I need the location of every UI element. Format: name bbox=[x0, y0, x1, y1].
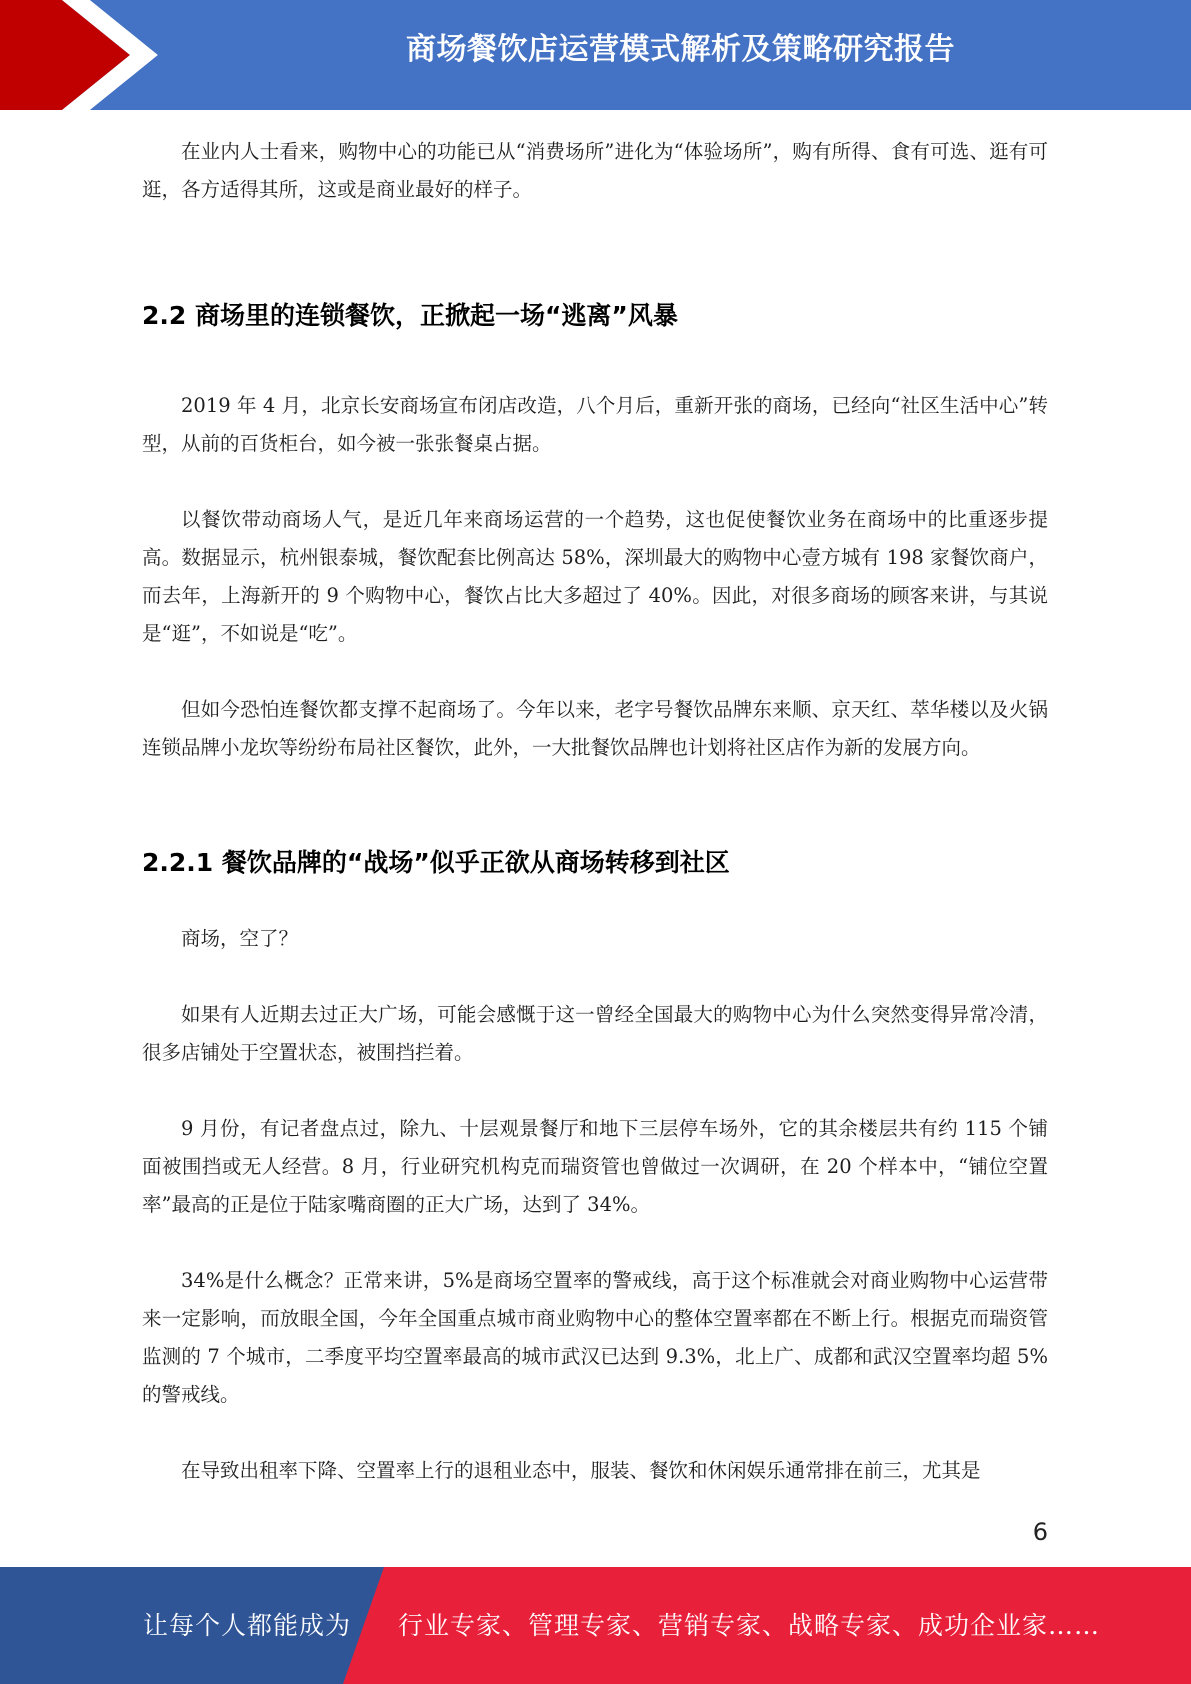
paragraph-vacancy-warning-line: 34%是什么概念？正常来讲，5%是商场空置率的警戒线，高于这个标准就会对商业购物中心运营带来一定影响，而放眼全国，今年全国重点城市商业购物中心的整体空置率都在不断上行。根据克而瑞资管监测的 7 个城市，二季度平均空置率最高的城市武汉已达到 9.3%，北上广、成都和武汉空置率均超 5%的警戒线。 bbox=[142, 1269, 1048, 1406]
document-title: 商场餐饮店运营模式解析及策略研究报告 bbox=[406, 32, 955, 67]
page-number: 6 bbox=[1032, 1518, 1048, 1546]
paragraph-dining-share: 以餐饮带动商场人气，是近几年来商场运营的一个趋势，这也促使餐饮业务在商场中的比重逐步提高。数据显示，杭州银泰城，餐饮配套比例高达 58%，深圳最大的购物中心壹方城有 198 家餐饮商户，而去年，上海新开的 9 个购物中心，餐饮占比大多超过了 40%。因此，对很多商场的顾客来讲，与其说是“逛”，不如说是“吃”。 bbox=[142, 508, 1048, 645]
page-footer bbox=[0, 1567, 1191, 1684]
page-header bbox=[0, 0, 1191, 110]
paragraph-vacancy-survey: 9 月份，有记者盘点过，除九、十层观景餐厅和地下三层停车场外，它的其余楼层共有约 115 个铺面被围挡或无人经营。8 月，行业研究机构克而瑞资管也曾做过一次调研，在 20 个样本中，“铺位空置率”最高的正是位于陆家嘴商圈的正大广场，达到了 34%。 bbox=[142, 1117, 1048, 1216]
paragraph-community-dining: 但如今恐怕连餐饮都支撑不起商场了。今年以来，老字号餐饮品牌东来顺、京天红、萃华楼以及火锅连锁品牌小龙坎等纷纷布局社区餐饮，此外，一大批餐饮品牌也计划将社区店作为新的发展方向。 bbox=[142, 698, 1048, 759]
paragraph-tenant-exit: 在导致出租率下降、空置率上行的退租业态中，服装、餐饮和休闲娱乐通常排在前三，尤其是 bbox=[181, 1459, 981, 1482]
section-heading-2-2: 2.2 商场里的连锁餐饮，正掀起一场“逃离”风暴 bbox=[142, 301, 678, 330]
paragraph-experience-venue: 在业内人士看来，购物中心的功能已从“消费场所”进化为“体验场所”，购有所得、食有可选、逛有可逛，各方适得其所，这或是商业最好的样子。 bbox=[142, 140, 1048, 201]
footer-slogan-left: 让每个人都能成为 bbox=[143, 1611, 352, 1640]
footer-slogan-right: 行业专家、管理专家、营销专家、战略专家、成功企业家…… bbox=[398, 1611, 1101, 1640]
section-heading-2-2-1: 2.2.1 餐饮品牌的“战场”似乎正欲从商场转移到社区 bbox=[142, 848, 730, 877]
paragraph-zhengda-plaza: 如果有人近期去过正大广场，可能会感慨于这一曾经全国最大的购物中心为什么突然变得异常冷清，很多店铺处于空置状态，被围挡拦着。 bbox=[142, 1003, 1048, 1064]
paragraph-mall-empty: 商场，空了？ bbox=[181, 927, 299, 950]
paragraph-changan-mall: 2019 年 4 月，北京长安商场宣布闭店改造，八个月后，重新开张的商场，已经向“社区生活中心”转型，从前的百货柜台，如今被一张张餐桌占据。 bbox=[142, 394, 1048, 455]
